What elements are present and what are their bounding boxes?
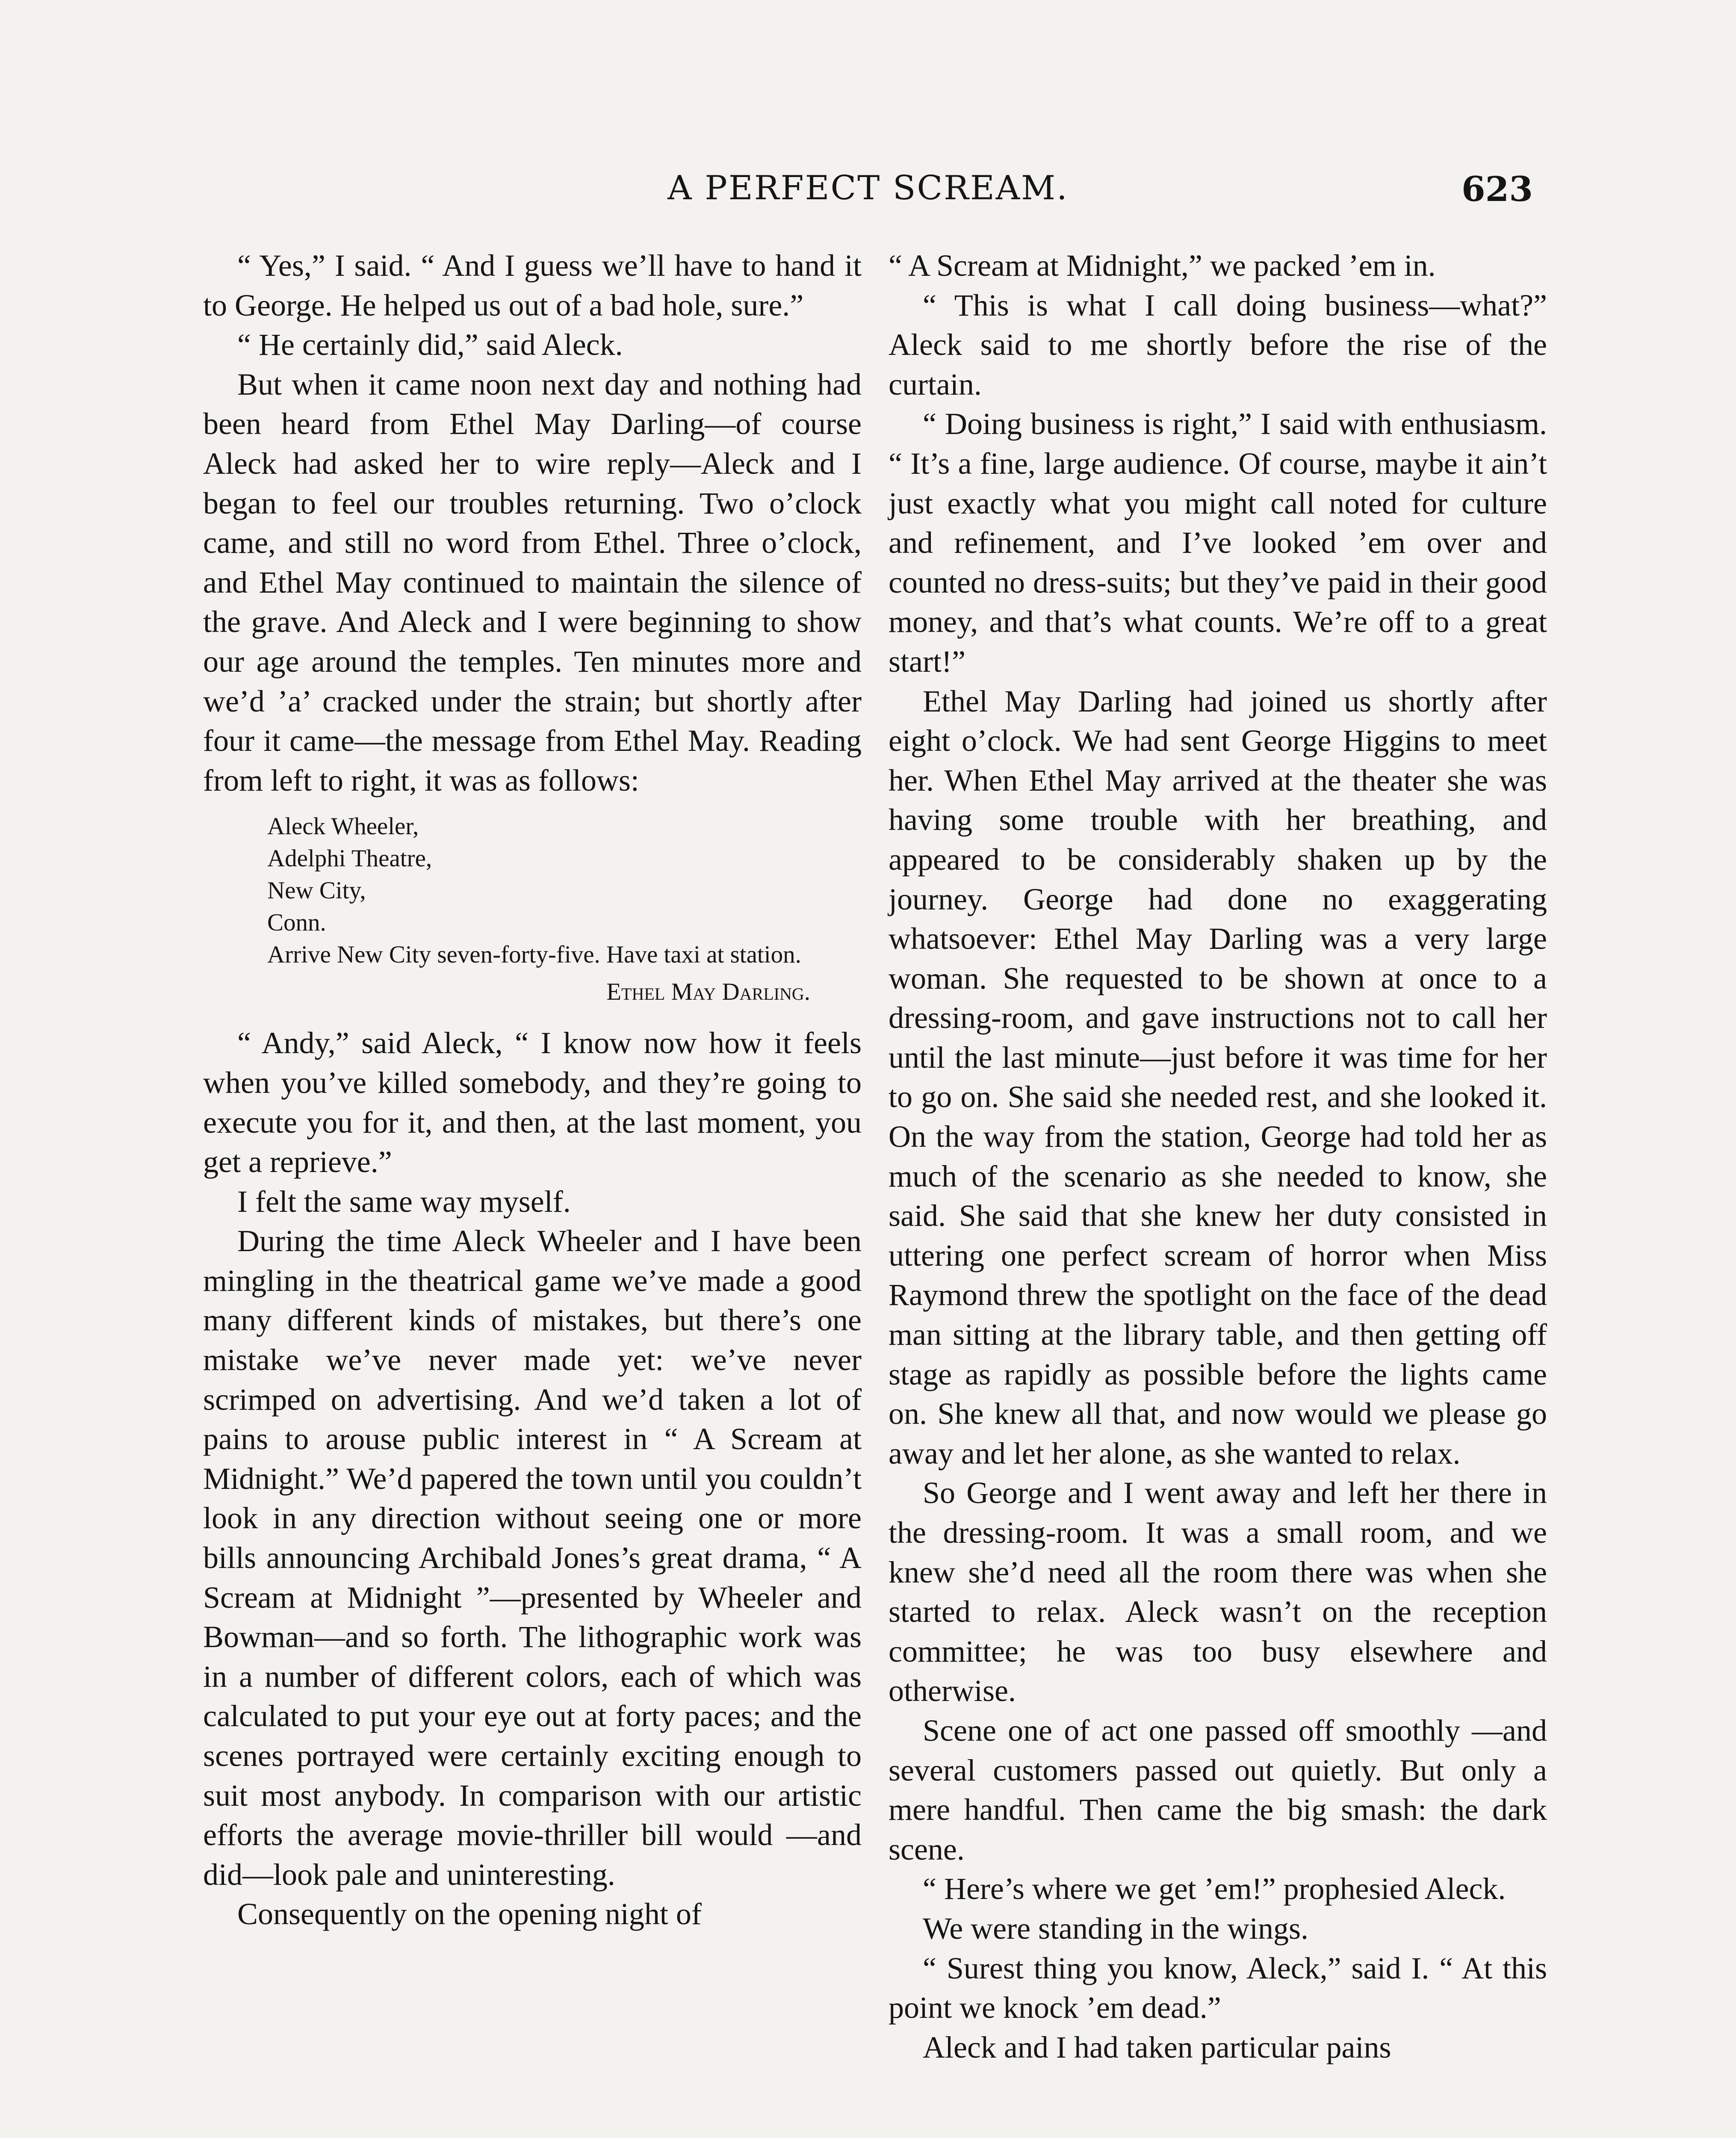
telegram-state: Conn. [267,909,326,936]
paragraph: Ethel May Darling had joined us shortly after eight o’clock. We had sent George Higgins to meet her. When Ethel May arrived at the theater she was having some trouble with her breathing, and appeared to be considerably shaken up by the journey. George had done no exaggerating whatsoever: Ethel May Darling was a very large woman. She requested to be shown at once to a dressing-room, and gave instructions not to call her until the last minute—just before it was time for her to go on. She said she needed rest, and she looked it. On the way from the station, George had told her as much of the scenario as she needed to know, she said. She said that she knew her duty consisted in uttering one perfect scream of horror when Miss Raymond threw the spotlight on the face of the dead man sitting at the library table, and then getting off stage as rapidly as possible before the lights came on. She knew all that, and now would we please go away and let her alone, as she wanted to relax. [889,684,1547,1471]
paragraph: “ Andy,” said Aleck, “ I know now how it feels when you’ve killed somebody, and they’re going to execute you for it, and then, at the last moment, you get a reprieve.” [203,1026,862,1179]
paragraph: “ This is what I call doing business—what?” Aleck said to me shortly before the rise of the curtain. [889,288,1547,402]
right-column [889,246,1547,2067]
paragraph: I felt the same way myself. [237,1184,571,1219]
paragraph: “ Here’s where we get ’em!” prophesied Aleck. [923,1872,1506,1906]
paragraph: “ A Scream at Midnight,” we packed ’em in. [889,248,1436,283]
left-column [203,246,862,1934]
paragraph: Scene one of act one passed off smoothly —and several customers passed out quietly. But only a mere handful. Then came the big smash: the dark scene. [889,1713,1547,1866]
telegram-signature: Ethel May Darling. [606,978,810,1006]
telegram-block [267,810,862,1008]
telegram-addressee: Aleck Wheeler, [267,813,419,840]
telegram-message: Arrive New City seven-forty-five. Have taxi at station. [267,941,801,969]
page-number: 623 [1461,169,1533,209]
telegram-city: New City, [267,877,366,904]
paragraph: “ Yes,” I said. “ And I guess we’ll have to hand it to George. He helped us out of a bad hole, sure.” [203,248,862,322]
running-title: A PERFECT SCREAM. [667,169,1069,207]
telegram-theatre: Adelphi Theatre, [267,845,432,872]
paragraph: “ Doing business is right,” I said with enthusiasm. “ It’s a fine, large audience. Of course, maybe it ain’t just exactly what you might call noted for culture and refinement, and I’ve looked ’em over and counted no dress-suits; but they’ve paid in their good money, and that’s what counts. We’re off to a great start!” [889,407,1547,679]
page-header [203,169,1533,220]
paragraph: So George and I went away and left her there in the dressing-room. It was a small room, and we knew she’d need all the room there was when she started to relax. Aleck wasn’t on the reception committee; he was too busy elsewhere and otherwise. [889,1476,1547,1708]
paragraph: “ He certainly did,” said Aleck. [237,328,623,362]
paragraph: But when it came noon next day and nothing had been heard from Ethel May Darling—of course Aleck had asked her to wire reply—Aleck and I began to feel our troubles returning. Two o’clock came, and still no word from Ethel. Three o’clock, and Ethel May continued to maintain the silence of the grave. And Aleck and I were beginning to show our age around the temples. Ten minutes more and we’d ’a’ cracked under the strain; but shortly after four it came—the message from Ethel May. Reading from left to right, it was as follows: [203,367,862,797]
paragraph: Consequently on the opening night of [237,1897,702,1931]
paragraph: Aleck and I had taken particular pains [923,2030,1391,2064]
paragraph: During the time Aleck Wheeler and I have been mingling in the theatrical game we’ve made a good many different kinds of mistakes, but there’s one mistake we’ve never made yet: we’ve never scrimped on advertising. And we’d taken a lot of pains to arouse public interest in “ A Scream at Midnight.” We’d papered the town until you couldn’t look in any direction without seeing one or more bills announcing Archibald Jones’s great drama, “ A Scream at Midnight ”—presented by Wheeler and Bowman—and so forth. The lithographic work was in a number of different colors, each of which was calculated to put your eye out at forty paces; and the scenes portrayed were certainly exciting enough to suit most anybody. In comparison with our artistic efforts the average movie-thriller bill would —and did—look pale and uninteresting. [203,1224,862,1892]
paragraph: We were standing in the wings. [923,1911,1309,1946]
paragraph: “ Surest thing you know, Aleck,” said I. “ At this point we knock ’em dead.” [889,1951,1547,2025]
